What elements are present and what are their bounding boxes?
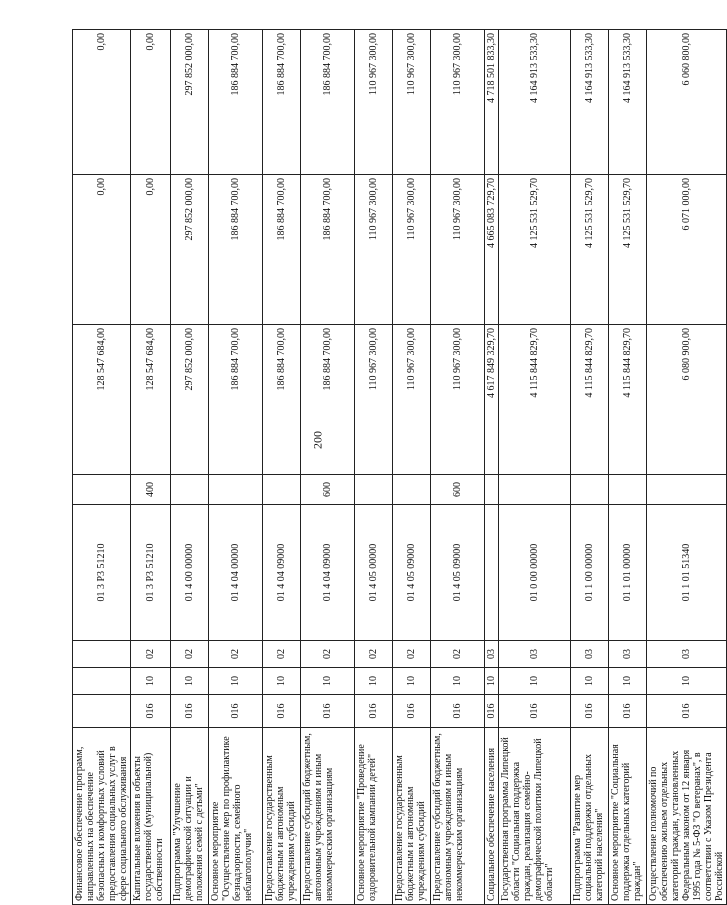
department-code-cell: 016 bbox=[571, 695, 609, 728]
amount-year3-cell: 6 060 800,00 bbox=[647, 30, 727, 175]
subsection-cell: 02 bbox=[393, 641, 431, 668]
amount-year1-cell: 128 547 684,00 bbox=[73, 325, 131, 475]
expense-type-cell bbox=[73, 475, 131, 505]
section-cell: 10 bbox=[609, 668, 647, 695]
expense-type-cell bbox=[171, 475, 209, 505]
section-cell: 10 bbox=[485, 668, 499, 695]
expense-type-cell bbox=[485, 475, 499, 505]
target-article-cell: 01 1 00 00000 bbox=[571, 505, 609, 641]
amount-year1-cell: 297 852 000,00 bbox=[171, 325, 209, 475]
section-cell bbox=[73, 668, 131, 695]
department-code-cell: 016 bbox=[431, 695, 485, 728]
row-name-cell: Предоставление субсидий бюджетным, автономным учреждениям и иным некоммерческим организациям bbox=[431, 728, 485, 905]
table-row bbox=[571, 30, 609, 905]
amount-year2-cell: 110 967 300,00 bbox=[393, 175, 431, 325]
amount-year3-cell: 110 967 300,00 bbox=[355, 30, 393, 175]
amount-year3-cell: 0,00 bbox=[131, 30, 171, 175]
target-article-cell: 01 4 05 09000 bbox=[431, 505, 485, 641]
amount-year2-cell: 0,00 bbox=[131, 175, 171, 325]
subsection-cell: 03 bbox=[609, 641, 647, 668]
amount-year1-cell: 4 115 844 829,70 bbox=[609, 325, 647, 475]
budget-table bbox=[72, 29, 727, 905]
row-name-cell: Государственная программа Липецкой области "Социальная поддержка граждан, реализация семейно-демографической политики Липецкой области" bbox=[499, 728, 571, 905]
target-article-cell: 01 1 01 00000 bbox=[609, 505, 647, 641]
amount-year2-cell: 297 852 000,00 bbox=[171, 175, 209, 325]
target-article-cell: 01 4 00 00000 bbox=[171, 505, 209, 641]
amount-year2-cell: 186 884 700,00 bbox=[263, 175, 301, 325]
expense-type-cell bbox=[571, 475, 609, 505]
target-article-cell: 01 4 04 09000 bbox=[263, 505, 301, 641]
table-row bbox=[647, 30, 727, 905]
amount-year2-cell: 6 071 000,00 bbox=[647, 175, 727, 325]
section-cell: 10 bbox=[263, 668, 301, 695]
amount-year2-cell: 4 125 531 529,70 bbox=[571, 175, 609, 325]
amount-year1-cell: 110 967 300,00 bbox=[431, 325, 485, 475]
row-name-cell: Капитальные вложения в объекты государственной (муниципальной) собственности bbox=[131, 728, 171, 905]
table-row bbox=[301, 30, 355, 905]
section-cell: 10 bbox=[393, 668, 431, 695]
department-code-cell: 016 bbox=[171, 695, 209, 728]
target-article-cell: 01 0 00 00000 bbox=[499, 505, 571, 641]
target-article-cell: 01 4 04 09000 bbox=[301, 505, 355, 641]
table-row bbox=[73, 30, 131, 905]
row-name-cell: Подпрограмма "Развитие мер социальной поддержки отдельных категорий населения" bbox=[571, 728, 609, 905]
row-name-cell: Предоставление государственным бюджетным и автономным учреждениям субсидий bbox=[393, 728, 431, 905]
expense-type-cell bbox=[499, 475, 571, 505]
expense-type-cell bbox=[209, 475, 263, 505]
amount-year3-cell: 110 967 300,00 bbox=[431, 30, 485, 175]
row-name-cell: Основное мероприятие "Социальная поддержка отдельных категорий граждан" bbox=[609, 728, 647, 905]
row-name-cell: Осуществление полномочий по обеспечению жильем отдельных категорий граждан, установленных Федеральным законом от 12 января 1995 года № 5-ФЗ "О ветеранах", в соответствии с Указом Президента Российской bbox=[647, 728, 727, 905]
subsection-cell: 03 bbox=[571, 641, 609, 668]
table-row bbox=[355, 30, 393, 905]
expense-type-cell: 400 bbox=[131, 475, 171, 505]
department-code-cell: 016 bbox=[209, 695, 263, 728]
table-row bbox=[485, 30, 499, 905]
department-code-cell: 016 bbox=[609, 695, 647, 728]
amount-year3-cell: 186 884 700,00 bbox=[263, 30, 301, 175]
department-code-cell: 016 bbox=[355, 695, 393, 728]
department-code-cell: 016 bbox=[131, 695, 171, 728]
department-code-cell: 016 bbox=[393, 695, 431, 728]
table-row bbox=[131, 30, 171, 905]
amount-year3-cell: 0,00 bbox=[73, 30, 131, 175]
expense-type-cell: 600 bbox=[431, 475, 485, 505]
amount-year3-cell: 186 884 700,00 bbox=[301, 30, 355, 175]
department-code-cell: 016 bbox=[485, 695, 499, 728]
amount-year3-cell: 4 164 913 533,30 bbox=[499, 30, 571, 175]
table-row bbox=[499, 30, 571, 905]
target-article-cell: 01 3 Р3 51210 bbox=[73, 505, 131, 641]
amount-year2-cell: 186 884 700,00 bbox=[301, 175, 355, 325]
subsection-cell: 03 bbox=[647, 641, 727, 668]
expense-type-cell bbox=[647, 475, 727, 505]
target-article-cell: 01 4 05 00000 bbox=[355, 505, 393, 641]
subsection-cell: 03 bbox=[485, 641, 499, 668]
amount-year2-cell: 4 125 531 529,70 bbox=[499, 175, 571, 325]
amount-year3-cell: 186 884 700,00 bbox=[209, 30, 263, 175]
row-name-cell: Финансовое обеспечение программ, направленных на обеспечение безопасных и комфортных условий предоставления социальных услуг в сфере социального обслуживания bbox=[73, 728, 131, 905]
department-code-cell bbox=[73, 695, 131, 728]
department-code-cell: 016 bbox=[647, 695, 727, 728]
table-row bbox=[431, 30, 485, 905]
subsection-cell: 02 bbox=[431, 641, 485, 668]
subsection-cell bbox=[73, 641, 131, 668]
row-name-cell: Предоставление субсидий бюджетным, автономным учреждениям и иным некоммерческим организациям bbox=[301, 728, 355, 905]
amount-year3-cell: 110 967 300,00 bbox=[393, 30, 431, 175]
row-name-cell: Основное мероприятие "Осуществление мер по профилактике безнадзорности, семейного неблагополучия" bbox=[209, 728, 263, 905]
subsection-cell: 02 bbox=[355, 641, 393, 668]
amount-year1-cell: 110 967 300,00 bbox=[393, 325, 431, 475]
amount-year2-cell: 4 665 083 729,70 bbox=[485, 175, 499, 325]
row-name-cell: Предоставление государственным бюджетным и автономным учреждениям субсидий bbox=[263, 728, 301, 905]
page-number: 200 bbox=[310, 431, 325, 449]
amount-year3-cell: 4 164 913 533,30 bbox=[571, 30, 609, 175]
expense-type-cell bbox=[355, 475, 393, 505]
amount-year1-cell: 4 115 844 829,70 bbox=[499, 325, 571, 475]
subsection-cell: 02 bbox=[171, 641, 209, 668]
amount-year1-cell: 186 884 700,00 bbox=[209, 325, 263, 475]
table-row bbox=[393, 30, 431, 905]
section-cell: 10 bbox=[301, 668, 355, 695]
target-article-cell: 01 1 01 51340 bbox=[647, 505, 727, 641]
expense-type-cell: 600 bbox=[301, 475, 355, 505]
department-code-cell: 016 bbox=[301, 695, 355, 728]
section-cell: 10 bbox=[131, 668, 171, 695]
subsection-cell: 02 bbox=[209, 641, 263, 668]
section-cell: 10 bbox=[647, 668, 727, 695]
row-name-cell: Основное мероприятие "Проведение оздоровительной кампании детей" bbox=[355, 728, 393, 905]
department-code-cell: 016 bbox=[263, 695, 301, 728]
amount-year1-cell: 110 967 300,00 bbox=[355, 325, 393, 475]
amount-year1-cell: 186 884 700,00 bbox=[301, 325, 355, 475]
section-cell: 10 bbox=[355, 668, 393, 695]
amount-year1-cell: 4 115 844 829,70 bbox=[571, 325, 609, 475]
section-cell: 10 bbox=[431, 668, 485, 695]
section-cell: 10 bbox=[571, 668, 609, 695]
section-cell: 10 bbox=[171, 668, 209, 695]
row-name-cell: Подпрограмма "Улучшение демографической ситуации и положения семей с детьми" bbox=[171, 728, 209, 905]
table-row bbox=[263, 30, 301, 905]
expense-type-cell bbox=[393, 475, 431, 505]
amount-year2-cell: 110 967 300,00 bbox=[431, 175, 485, 325]
subsection-cell: 02 bbox=[301, 641, 355, 668]
section-cell: 10 bbox=[209, 668, 263, 695]
amount-year1-cell: 128 547 684,00 bbox=[131, 325, 171, 475]
subsection-cell: 02 bbox=[131, 641, 171, 668]
expense-type-cell bbox=[609, 475, 647, 505]
amount-year1-cell: 4 617 849 329,70 bbox=[485, 325, 499, 475]
amount-year3-cell: 4 718 501 833,30 bbox=[485, 30, 499, 175]
subsection-cell: 03 bbox=[499, 641, 571, 668]
target-article-cell: 01 4 04 00000 bbox=[209, 505, 263, 641]
amount-year1-cell: 6 080 900,00 bbox=[647, 325, 727, 475]
section-cell: 10 bbox=[499, 668, 571, 695]
budget-table-rotated bbox=[72, 30, 725, 905]
amount-year2-cell: 110 967 300,00 bbox=[355, 175, 393, 325]
row-name-cell: Социальное обеспечение населения bbox=[485, 728, 499, 905]
department-code-cell: 016 bbox=[499, 695, 571, 728]
target-article-cell: 01 4 05 09000 bbox=[393, 505, 431, 641]
amount-year3-cell: 4 164 913 533,30 bbox=[609, 30, 647, 175]
amount-year2-cell: 186 884 700,00 bbox=[209, 175, 263, 325]
table-row bbox=[171, 30, 209, 905]
target-article-cell bbox=[485, 505, 499, 641]
amount-year2-cell: 0,00 bbox=[73, 175, 131, 325]
amount-year1-cell: 186 884 700,00 bbox=[263, 325, 301, 475]
table-row bbox=[609, 30, 647, 905]
table-row bbox=[209, 30, 263, 905]
target-article-cell: 01 3 Р3 51210 bbox=[131, 505, 171, 641]
amount-year2-cell: 4 125 531 529,70 bbox=[609, 175, 647, 325]
table-body bbox=[73, 30, 727, 905]
expense-type-cell bbox=[263, 475, 301, 505]
subsection-cell: 02 bbox=[263, 641, 301, 668]
amount-year3-cell: 297 852 000,00 bbox=[171, 30, 209, 175]
